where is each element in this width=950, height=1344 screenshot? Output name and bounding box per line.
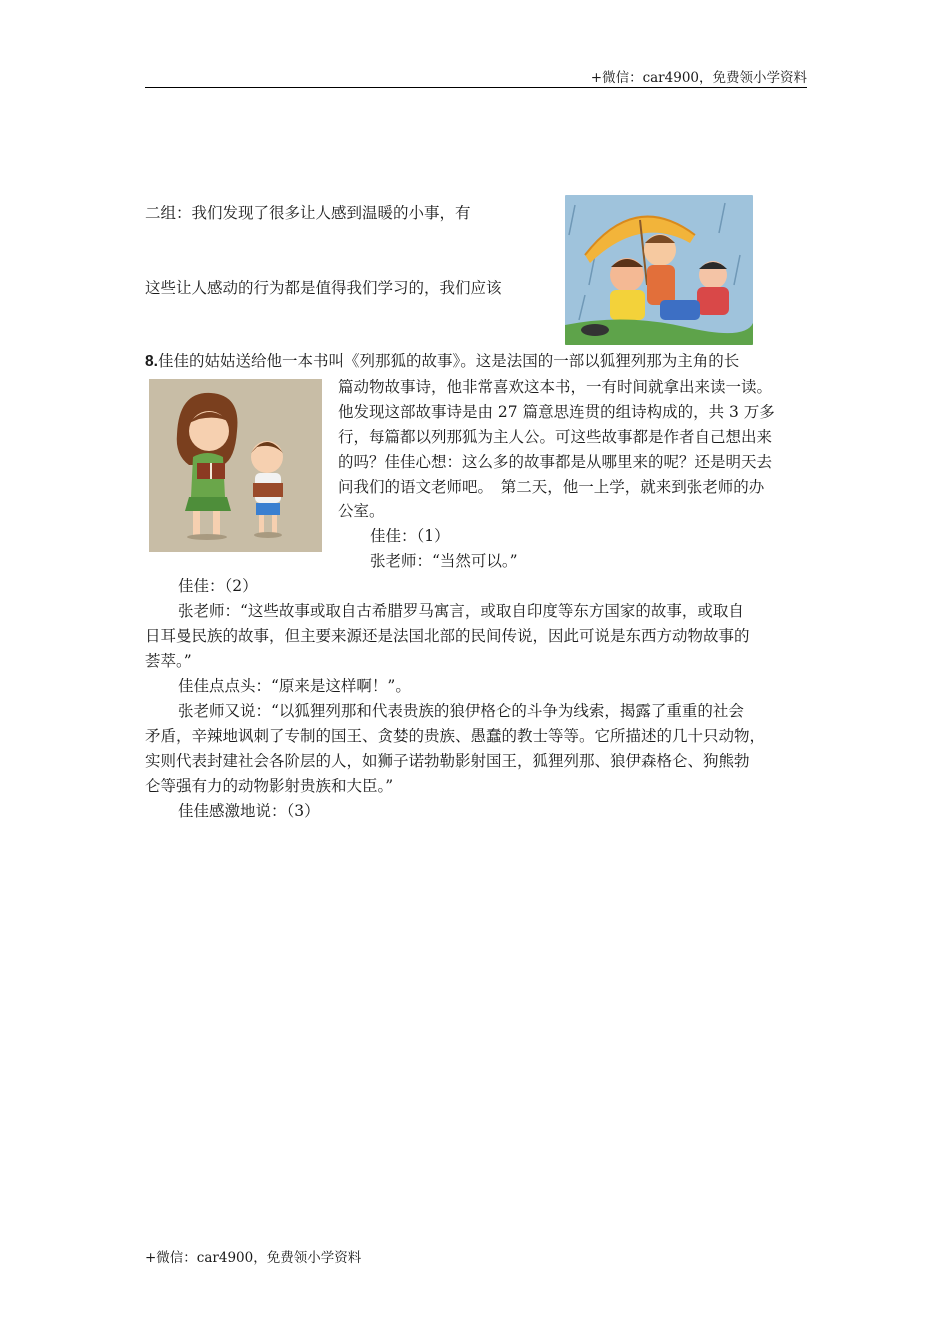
dialog-teacher-3: 张老师又说：“以狐狸列那和代表贵族的狼伊格仑的斗争为线索，揭露了重重的社会 xyxy=(178,702,744,720)
dialog-teacher-1: 张老师：“当然可以。” xyxy=(370,552,518,570)
q8-line-1: 8.佳佳的姑姑送给他一本书叫《列那狐的故事》。这是法国的一部以狐狸列那为主角的长 xyxy=(145,352,740,370)
page-header: +微信：car4900，免费领小学资料 xyxy=(590,70,807,86)
header-divider xyxy=(145,87,807,88)
dialog-teacher-2-cont-1: 日耳曼民族的故事，但主要来源还是法国北部的民间传说，因此可说是东西方动物故事的 xyxy=(145,627,750,645)
q8-line-3: 他发现这部故事诗是由 27 篇意思连贯的组诗构成的，共 3 万多 xyxy=(338,403,775,421)
q8-line-2: 篇动物故事诗，他非常喜欢这本书，一有时间就拿出来读一读。 xyxy=(338,378,773,396)
dialog-jiajia-3: 佳佳点点头：“原来是这样啊！”。 xyxy=(178,677,411,695)
question-number: 8. xyxy=(145,353,158,370)
q8-line-5: 的吗？佳佳心想：这么多的故事都是从哪里来的呢？还是明天去 xyxy=(338,453,773,471)
teacher-student-illustration xyxy=(149,379,322,552)
dialog-teacher-2: 张老师：“这些故事或取自古希腊罗马寓言，或取自印度等东方国家的故事，或取自 xyxy=(178,602,744,620)
dialog-teacher-3-cont-3: 仑等强有力的动物影射贵族和大臣。” xyxy=(145,777,394,795)
children-umbrella-illustration xyxy=(565,195,753,345)
dialog-jiajia-2: 佳佳：（2） xyxy=(178,577,258,595)
dialog-teacher-3-cont-1: 矛盾，辛辣地讽刺了专制的国王、贪婪的贵族、愚蠢的教士等等。它所描述的几十只动物， xyxy=(145,727,766,745)
q8-line-4: 行，每篇都以列那狐为主人公。可这些故事都是作者自己想出来 xyxy=(338,428,773,446)
dialog-teacher-3-cont-2: 实则代表封建社会各阶层的人，如狮子诺勃勒影射国王，狐狸列那、狼伊森格仑、狗熊勃 xyxy=(145,752,750,770)
dialog-teacher-2-cont-2: 荟萃。” xyxy=(145,652,192,670)
page-footer: +微信：car4900，免费领小学资料 xyxy=(145,1250,362,1266)
group2-line-1: 二组：我们发现了很多让人感到温暖的小事，有 xyxy=(145,204,471,222)
dialog-jiajia-4: 佳佳感激地说：（3） xyxy=(178,802,320,820)
dialog-jiajia-1: 佳佳：（1） xyxy=(370,527,450,545)
group2-line-2: 这些让人感动的行为都是值得我们学习的，我们应该 xyxy=(145,279,502,297)
q8-line-6: 问我们的语文老师吧。 第二天，他一上学，就来到张老师的办 xyxy=(338,478,765,496)
q8-line-7: 公室。 xyxy=(338,502,385,520)
